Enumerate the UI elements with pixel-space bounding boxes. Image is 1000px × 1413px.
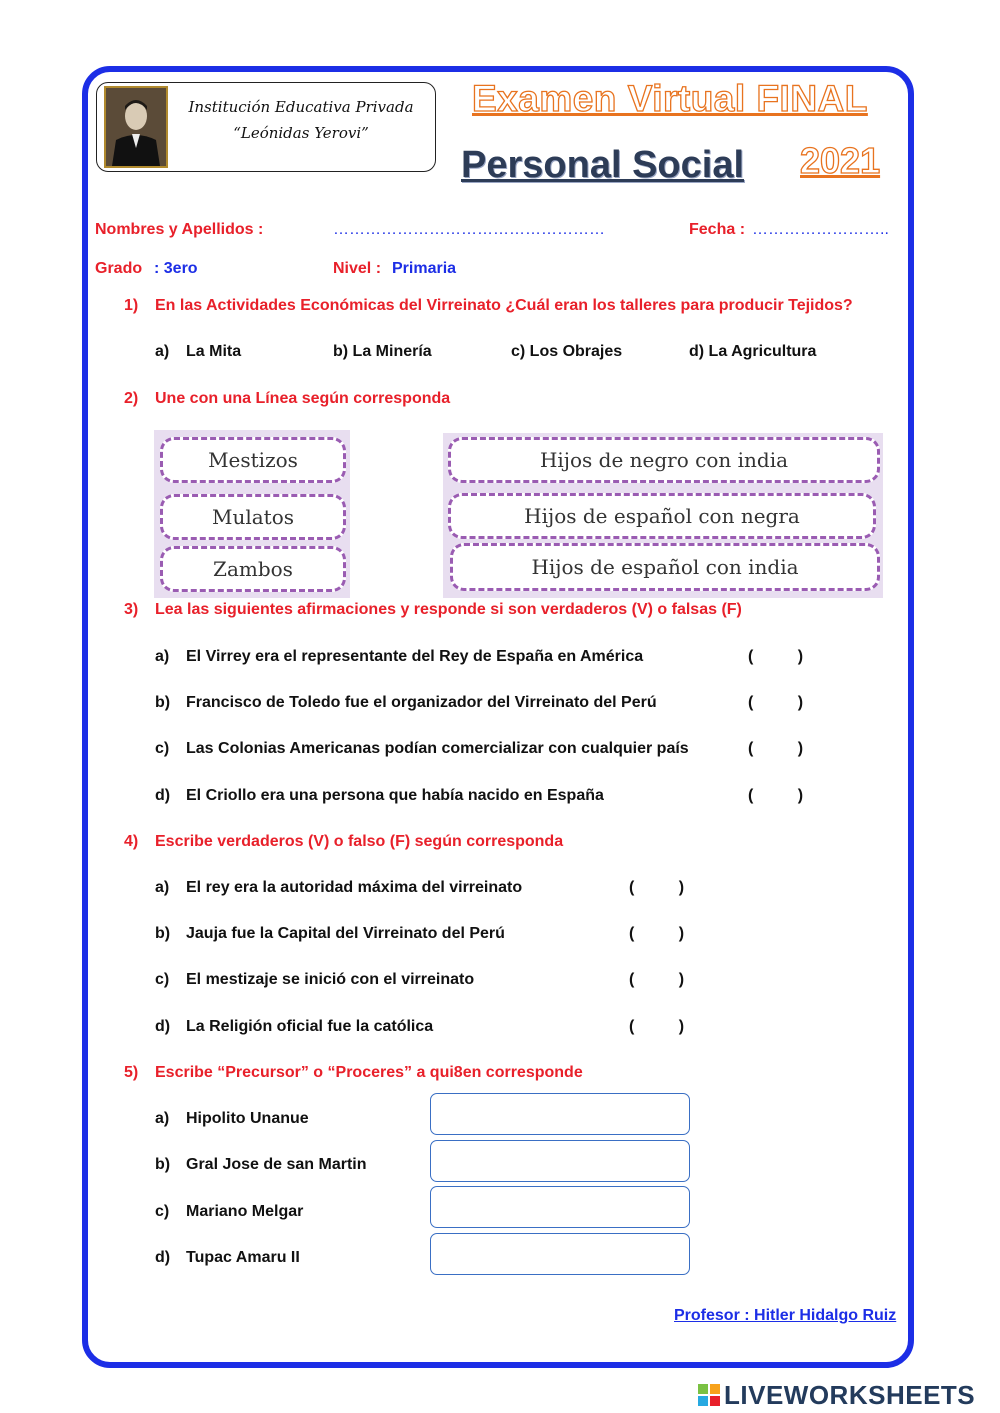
grade-label: Grado xyxy=(95,260,143,277)
level-value: Primaria xyxy=(392,260,457,277)
q5-answer-input-d[interactable] xyxy=(430,1233,690,1275)
q3-item-d: El Criollo era una persona que había nacido en España xyxy=(186,787,604,804)
question-4-number: 4) xyxy=(124,833,139,850)
q4-item-c: El mestizaje se inició con el virreinato xyxy=(186,971,475,988)
q5-item-c: Mariano Melgar xyxy=(186,1203,304,1220)
q3-answer-d[interactable]: ( ) xyxy=(748,787,804,804)
q5-item-a: Hipolito Unanue xyxy=(186,1110,309,1127)
q5-item-d: Tupac Amaru II xyxy=(186,1249,300,1266)
question-1-number: 1) xyxy=(124,297,139,314)
founder-portrait xyxy=(104,86,168,168)
q4-answer-c[interactable]: ( ) xyxy=(629,971,685,988)
question-3-text: Lea las siguientes afirmaciones y responde si son verdaderos (V) o falsas (F) xyxy=(155,601,742,618)
question-5-number: 5) xyxy=(124,1064,139,1081)
q3-item-b-letter: b) xyxy=(155,694,171,711)
q3-answer-c[interactable]: ( ) xyxy=(748,740,804,757)
q5-item-c-letter: c) xyxy=(155,1203,170,1220)
q3-answer-a[interactable]: ( ) xyxy=(748,648,804,665)
match-right-espanol-negra[interactable]: Hijos de español con negra xyxy=(448,493,876,539)
subject-title: Personal Social xyxy=(461,144,745,186)
q4-answer-b[interactable]: ( ) xyxy=(629,925,685,942)
q3-item-a: El Virrey era el representante del Rey de España en América xyxy=(186,648,644,665)
q3-item-d-letter: d) xyxy=(155,787,171,804)
q4-answer-a[interactable]: ( ) xyxy=(629,879,685,896)
q5-item-b: Gral Jose de san Martin xyxy=(186,1156,367,1173)
name-field[interactable]: …………………………………………… xyxy=(333,221,605,238)
teacher-credit: Profesor : Hitler Hidalgo Ruiz xyxy=(674,1307,897,1324)
q5-item-b-letter: b) xyxy=(155,1156,171,1173)
q3-item-c-letter: c) xyxy=(155,740,170,757)
q5-item-d-letter: d) xyxy=(155,1249,171,1266)
q3-item-c: Las Colonias Americanas podían comercializar con cualquier país xyxy=(186,740,689,757)
exam-year: 2021 xyxy=(800,140,881,181)
name-label: Nombres y Apellidos : xyxy=(95,221,264,238)
q5-item-a-letter: a) xyxy=(155,1110,170,1127)
match-left-mestizos[interactable]: Mestizos xyxy=(160,437,346,483)
q5-answer-input-b[interactable] xyxy=(430,1140,690,1182)
q1-option-a[interactable]: La Mita xyxy=(186,343,242,360)
school-name-line1: Institución Educativa Privada xyxy=(188,98,414,116)
match-left-zambos[interactable]: Zambos xyxy=(160,546,346,592)
question-2-text: Une con una Línea según corresponda xyxy=(155,390,451,407)
q1-option-b[interactable]: b) La Minería xyxy=(333,343,432,360)
question-5-text: Escribe “Precursor” o “Proceres” a qui8en corresponde xyxy=(155,1064,583,1081)
q4-item-c-letter: c) xyxy=(155,971,170,988)
match-left-mulatos[interactable]: Mulatos xyxy=(160,494,346,540)
q1-option-a-letter: a) xyxy=(155,343,170,360)
liveworksheets-watermark: LIVEWORKSHEETS xyxy=(724,1380,976,1410)
q4-item-d-letter: d) xyxy=(155,1018,171,1035)
date-field[interactable]: …………………….. xyxy=(752,221,889,238)
q4-item-a-letter: a) xyxy=(155,879,170,896)
q4-item-d: La Religión oficial fue la católica xyxy=(186,1018,434,1035)
q3-item-b: Francisco de Toledo fue el organizador del Virreinato del Perú xyxy=(186,694,657,711)
q1-option-d[interactable]: d) La Agricultura xyxy=(689,343,817,360)
school-name xyxy=(170,94,432,146)
question-2-number: 2) xyxy=(124,390,139,407)
question-3-number: 3) xyxy=(124,601,139,618)
grade-value: : 3ero xyxy=(154,260,198,277)
q5-answer-input-a[interactable] xyxy=(430,1093,690,1135)
question-1-text: En las Actividades Económicas del Virreinato ¿Cuál eran los talleres para producir Tejidos? xyxy=(155,297,853,314)
q1-option-c[interactable]: c) Los Obrajes xyxy=(511,343,623,360)
q3-answer-b[interactable]: ( ) xyxy=(748,694,804,711)
q3-item-a-letter: a) xyxy=(155,648,170,665)
q5-answer-input-c[interactable] xyxy=(430,1186,690,1228)
liveworksheets-logo-icon xyxy=(698,1384,720,1406)
q4-item-b-letter: b) xyxy=(155,925,171,942)
match-right-espanol-india[interactable]: Hijos de español con india xyxy=(450,543,880,591)
date-label: Fecha : xyxy=(689,221,746,238)
question-4-text: Escribe verdaderos (V) o falso (F) según corresponda xyxy=(155,833,564,850)
q4-item-b: Jauja fue la Capital del Virreinato del Perú xyxy=(186,925,505,942)
q4-answer-d[interactable]: ( ) xyxy=(629,1018,685,1035)
exam-title: Examen Virtual FINAL xyxy=(472,78,868,119)
level-label: Nivel : xyxy=(333,260,382,277)
match-right-negro-india[interactable]: Hijos de negro con india xyxy=(448,437,880,483)
school-name-line2: “Leónidas Yerovi” xyxy=(233,124,369,142)
q4-item-a: El rey era la autoridad máxima del virreinato xyxy=(186,879,523,896)
